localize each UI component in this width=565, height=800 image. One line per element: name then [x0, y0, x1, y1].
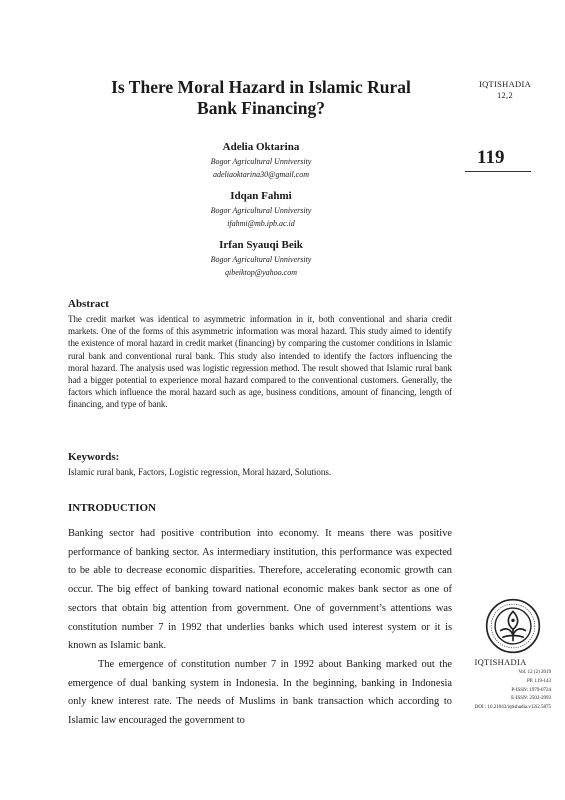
paper-title-line-2: Bank Financing? — [197, 98, 325, 118]
author-name: Irfan Syauqi Beik — [219, 239, 303, 251]
journal-volume: Vol. 12 (2) 2019 — [518, 670, 551, 675]
journal-doi[interactable]: DOI : 10.21043/iqtishadia.v12i2.5875 — [474, 705, 551, 711]
author-list — [70, 140, 452, 287]
abstract-section — [68, 297, 452, 411]
abstract-heading: Abstract — [68, 298, 109, 310]
author-email[interactable]: adeliaoktarina30@gmail.com — [212, 169, 309, 179]
paper-title-line-1: Is There Moral Hazard in Islamic Rural — [111, 77, 411, 97]
journal-header — [472, 79, 538, 101]
journal-pages: PP. 119-143 — [527, 678, 551, 684]
author-affiliation: Bogor Agricultural Unniversity — [210, 255, 312, 264]
journal-p-issn: P-ISSN: 1979-0724 — [511, 687, 551, 693]
introduction-paragraph: The emergence of constitution number 7 in 1992 about Banking marked out the emergence of dual banking system in Indonesia. In the beginning, banking in Indonesia only knew interest rate. The needs of Muslims in bank transaction which according to Islamic law encouraged the government to — [68, 658, 452, 727]
page-number: 119 — [477, 147, 505, 168]
abstract-text: The credit market was identical to asymmetric information in it, both conventional and sharia credit markets. One of the forms of this asymmetric information was moral hazard. This study aimed to identify the existence of moral hazard in credit market (financing) by comparing the customer conditions in Islamic rural bank and conventional rural bank. This study also intended to identify the factors influencing the moral hazard. The analysis used was logistic regression method. The result showed that Islamic rural bank had a bigger potential to experience moral hazard compared to the conventional customers. Generally, the factors which influence the moral hazard such as age, business conditions, amount of financing, length of financing, and type of bank. — [68, 314, 452, 410]
introduction-paragraph: Banking sector had positive contribution into economy. It means there was positive performance of banking sector. As intermediary institution, this performance was expected to be able to decrease economic disparities. Therefore, accelerating economic growth can occur. The big effect of banking toward national economic makes bank sector as one of sectors that obtain big attention from government. One of government’s attentions was constitution number 7 in 1992 that underlies banks which used interest system or it is known as Islamic bank. — [68, 528, 452, 652]
author-name: Idqan Fahmi — [230, 190, 292, 202]
introduction-body — [68, 525, 452, 731]
page-number-rule — [465, 171, 531, 172]
iqtishadia-logo-icon — [485, 598, 541, 654]
author-email[interactable]: qibeiktop@yahoo.com — [224, 267, 297, 277]
author-affiliation: Bogor Agricultural Unniversity — [210, 206, 312, 215]
author-affiliation: Bogor Agricultural Unniversity — [210, 157, 312, 166]
author-name: Adelia Oktarina — [222, 141, 300, 153]
author-email[interactable]: ifahmi@mb.ipb.ac.id — [227, 218, 295, 228]
author-block — [70, 238, 452, 279]
journal-meta — [430, 669, 551, 713]
keywords-section — [68, 450, 452, 479]
journal-name-bottom: IQTISHADIA — [474, 657, 527, 667]
author-block — [70, 189, 452, 230]
author-block — [70, 140, 452, 181]
keywords-heading: Keywords: — [68, 451, 120, 463]
paper-title — [70, 77, 452, 119]
introduction-heading: INTRODUCTION — [68, 502, 157, 514]
journal-volume-issue: 12,2 — [496, 90, 514, 100]
journal-name-top: IQTISHADIA — [478, 79, 532, 89]
keywords-text: Islamic rural bank, Factors, Logistic regression, Moral hazard, Solutions. — [68, 467, 332, 477]
journal-e-issn: E-ISSN: 2502-3993 — [511, 696, 551, 702]
